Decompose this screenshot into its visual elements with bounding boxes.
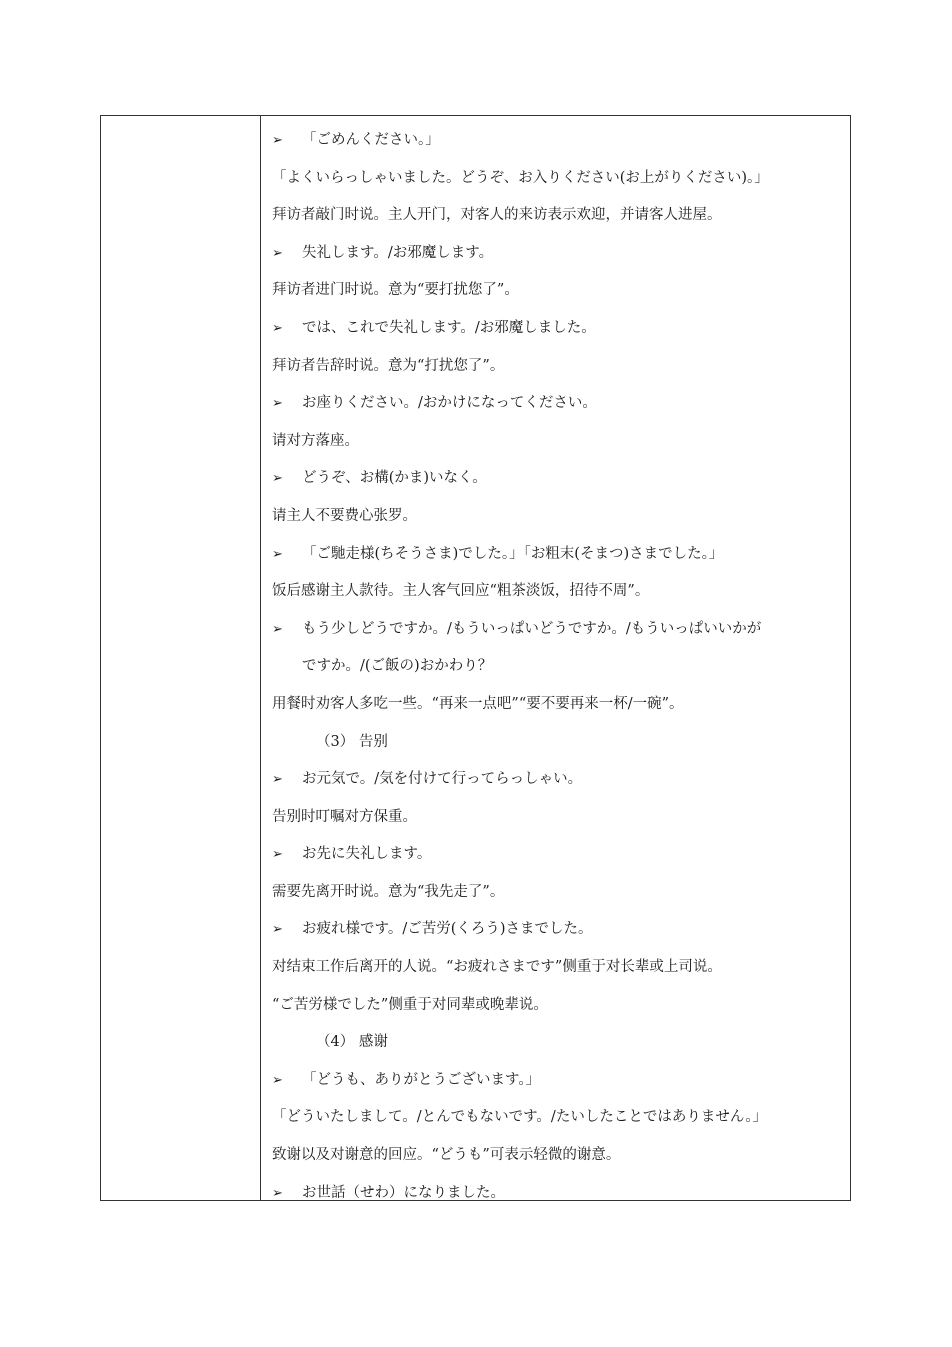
bullet-arrow-icon: ➢	[272, 772, 283, 788]
bullet-line	[272, 911, 850, 949]
line-text: （4） 感谢	[316, 1034, 388, 1051]
line-text: 「どうも、ありがとうございます。」	[302, 1071, 541, 1088]
line-text: お座りください。/おかけになってください。	[302, 395, 597, 412]
text-line	[272, 1099, 850, 1137]
line-text: 请对方落座。	[272, 432, 359, 449]
text-line	[272, 160, 850, 198]
bullet-line	[272, 235, 850, 273]
line-text: ですか。/(ご飯の)おかわり？	[302, 658, 493, 675]
bullet-arrow-icon: ➢	[272, 396, 283, 412]
text-line	[272, 1137, 850, 1175]
bullet-line	[272, 1175, 850, 1213]
line-text: 需要先离开时说。意为“我先走了”。	[272, 883, 505, 900]
bullet-line	[272, 836, 850, 874]
text-line	[272, 348, 850, 386]
line-text: では、これで失礼します。/お邪魔しました。	[302, 319, 596, 336]
text-line	[272, 987, 850, 1025]
line-text: 「ごめんください。」	[302, 132, 440, 148]
line-text: 饭后感谢主人款待。主人客气回应“粗茶淡饭，招待不周”。	[272, 583, 650, 600]
bullet-arrow-icon: ➢	[272, 546, 283, 562]
table-left-cell	[101, 116, 261, 1200]
line-text: 对结束工作后离开的人说。“お疲れさまです”侧重于对长辈或上司说。	[272, 959, 722, 976]
line-text: 请主人不要费心张罗。	[272, 507, 417, 524]
line-text: （3） 告别	[316, 733, 388, 750]
bullet-line	[272, 611, 850, 649]
bullet-line	[272, 460, 850, 498]
line-text: “ご苦労様でした”侧重于对同辈或晚辈说。	[272, 996, 548, 1013]
line-text: お世話（せわ）になりました。	[302, 1184, 505, 1201]
line-text: お元気で。/気を付けて行ってらっしゃい。	[302, 771, 583, 788]
line-text: 拜访者告辞时说。意为“打扰您了”。	[272, 357, 505, 374]
text-line	[272, 573, 850, 611]
bullet-arrow-icon: ➢	[272, 847, 283, 863]
text-line	[272, 686, 850, 724]
bullet-line	[272, 1062, 850, 1100]
line-text: 告别时叮嘱对方保重。	[272, 808, 417, 825]
line-text: 「どういたしまして。/とんでもないです。/たいしたことではありません。」	[272, 1109, 767, 1126]
line-text: 失礼します。/お邪魔します。	[302, 244, 494, 261]
bullet-arrow-icon: ➢	[272, 133, 283, 148]
line-text: 「ご馳走様(ちそうさま)でした。」「お粗末(そまつ)さまでした。」	[302, 545, 724, 562]
line-text: 「よくいらっしゃいました。どうぞ、お入りください(お上がりください)。」	[272, 169, 769, 186]
text-line	[272, 423, 850, 461]
bullet-line	[272, 122, 850, 160]
text-line	[272, 272, 850, 310]
text-line	[272, 498, 850, 536]
line-text: お先に失礼します。	[302, 846, 432, 863]
line-text: 拜访者进门时说。意为“要打扰您了”。	[272, 282, 519, 299]
bullet-line	[272, 536, 850, 574]
line-text: どうぞ、お構(かま)いなく。	[302, 470, 487, 487]
line-text: 致谢以及对谢意的回应。“どうも”可表示轻微的谢意。	[272, 1147, 621, 1164]
line-text: もう少しどうですか。/もういっぱいどうですか。/もういっぱいいかが	[302, 620, 762, 637]
table-content-cell	[261, 116, 850, 1200]
bullet-arrow-icon: ➢	[272, 1072, 283, 1088]
bullet-line	[272, 310, 850, 348]
bullet-line	[272, 761, 850, 799]
document-table	[100, 115, 851, 1201]
section-heading	[272, 1024, 850, 1062]
bullet-arrow-icon: ➢	[272, 245, 283, 261]
bullet-line	[272, 385, 850, 423]
text-line	[272, 197, 850, 235]
line-text: お疲れ様です。/ご苦労(くろう)さまでした。	[302, 921, 593, 938]
bullet-arrow-icon: ➢	[272, 621, 283, 637]
bullet-arrow-icon: ➢	[272, 922, 283, 938]
bullet-continuation-line	[272, 648, 850, 686]
section-heading	[272, 724, 850, 762]
line-text: 拜访者敲门时说。主人开门，对客人的来访表示欢迎，并请客人进屋。	[272, 207, 722, 224]
text-line	[272, 949, 850, 987]
text-line	[272, 874, 850, 912]
line-text: 用餐时劝客人多吃一些。“再来一点吧”“要不要再来一杯/一碗”。	[272, 695, 684, 712]
bullet-arrow-icon: ➢	[272, 471, 283, 487]
text-line	[272, 799, 850, 837]
bullet-arrow-icon: ➢	[272, 1185, 283, 1201]
bullet-arrow-icon: ➢	[272, 320, 283, 336]
